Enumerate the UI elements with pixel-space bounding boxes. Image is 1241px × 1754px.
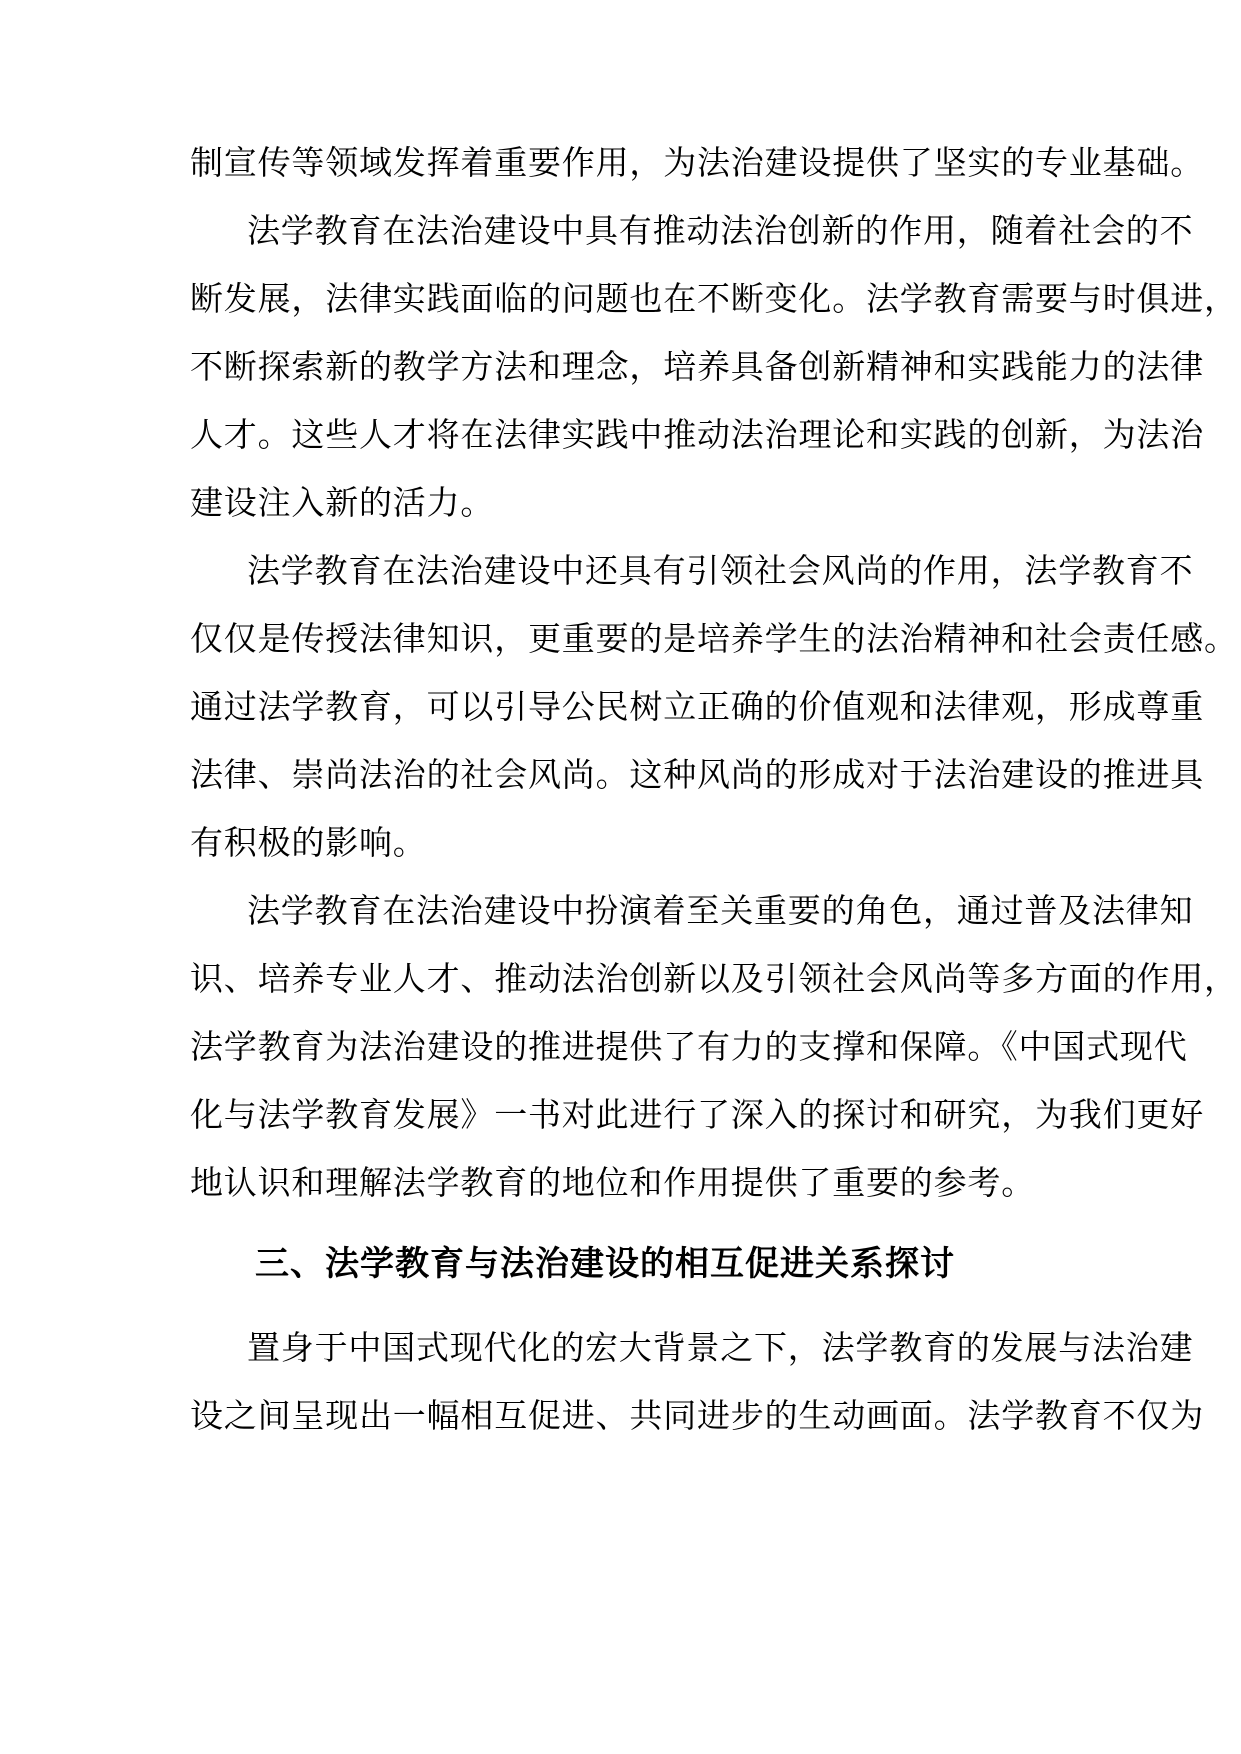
paragraph-line: 法律、崇尚法治的社会风尚。这种风尚的形成对于法治建设的推进具 xyxy=(190,755,1204,794)
paragraph-line: 法学教育在法治建设中具有推动法治创新的作用，随着社会的不 xyxy=(247,211,1194,250)
paragraph-line: 有积极的影响。 xyxy=(190,823,427,862)
paragraph-line: 地认识和理解法学教育的地位和作用提供了重要的参考。 xyxy=(190,1163,1035,1202)
section-heading: 三、法学教育与法治建设的相互促进关系探讨 xyxy=(255,1244,955,1284)
paragraph-line: 置身于中国式现代化的宏大背景之下，法学教育的发展与法治建 xyxy=(247,1328,1194,1367)
paragraph-line: 建设注入新的活力。 xyxy=(190,483,495,522)
paragraph-line: 化与法学教育发展》一书对此进行了深入的探讨和研究，为我们更好 xyxy=(190,1095,1204,1134)
paragraph-line: 法学教育在法治建设中扮演着至关重要的角色，通过普及法律知 xyxy=(247,891,1194,930)
paragraph-line: 人才。这些人才将在法律实践中推动法治理论和实践的创新，为法治 xyxy=(190,415,1204,454)
paragraph-line: 识、培养专业人才、推动法治创新以及引领社会风尚等多方面的作用， xyxy=(190,959,1238,998)
paragraph-line: 法学教育为法治建设的推进提供了有力的支撑和保障。《中国式现代 xyxy=(190,1027,1188,1066)
paragraph-line: 断发展，法律实践面临的问题也在不断变化。法学教育需要与时俱进， xyxy=(190,279,1238,318)
paragraph-line: 仅仅是传授法律知识，更重要的是培养学生的法治精神和社会责任感。 xyxy=(190,619,1238,658)
paragraph-line: 制宣传等领域发挥着重要作用，为法治建设提供了坚实的专业基础。 xyxy=(190,143,1204,182)
paragraph-line: 法学教育在法治建设中还具有引领社会风尚的作用，法学教育不 xyxy=(247,551,1194,590)
paragraph-line: 不断探索新的教学方法和理念，培养具备创新精神和实践能力的法律 xyxy=(190,347,1204,386)
paragraph-line: 通过法学教育，可以引导公民树立正确的价值观和法律观，形成尊重 xyxy=(190,687,1204,726)
paragraph-line: 设之间呈现出一幅相互促进、共同进步的生动画面。法学教育不仅为 xyxy=(190,1396,1204,1435)
